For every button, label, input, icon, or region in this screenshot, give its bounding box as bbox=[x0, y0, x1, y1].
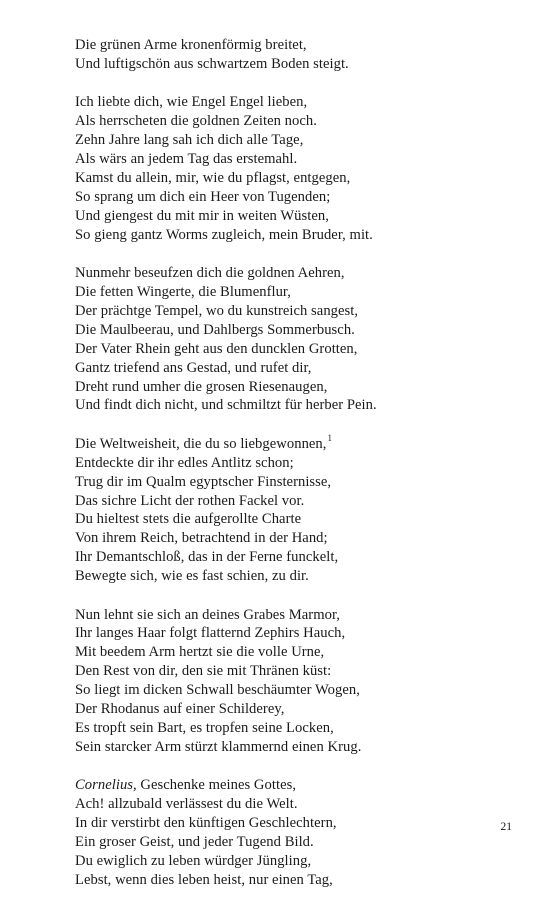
verse-line: Ihr Demantschloß, das in der Ferne funckelt, bbox=[75, 549, 339, 566]
verse-line: Der prächtge Tempel, wo du kunstreich sangest, bbox=[75, 302, 359, 319]
verse-line: Und giengest du mit mir in weiten Wüsten, bbox=[75, 207, 329, 224]
verse-line: Dreht rund umher die grosen Riesenaugen, bbox=[75, 378, 328, 395]
verse-line: Nunmehr beseufzen dich die goldnen Aehren, bbox=[75, 265, 345, 282]
stanza bbox=[75, 432, 515, 586]
verse-line: Ach! allzubald verlässest du die Welt. bbox=[75, 796, 298, 813]
verse-line: Und luftigschön aus schwartzem Boden steigt. bbox=[75, 55, 349, 72]
verse-line: Ihr langes Haar folgt flatternd Zephirs Hauch, bbox=[75, 625, 346, 642]
verse-line: Die Maulbeerau, und Dahlbergs Sommerbusch. bbox=[75, 321, 355, 338]
verse-line: Trug dir im Qualm egyptscher Finsternisse, bbox=[75, 473, 332, 490]
poem-text bbox=[75, 36, 515, 909]
stanza bbox=[75, 776, 515, 889]
verse-line: Als herrscheten die goldnen Zeiten noch. bbox=[75, 113, 317, 130]
verse-line: Das sichre Licht der rothen Fackel vor. bbox=[75, 492, 305, 509]
footnote-marker[interactable]: 1 bbox=[327, 432, 333, 443]
verse-line: Nun lehnt sie sich an deines Grabes Marmor, bbox=[75, 606, 340, 623]
verse-line: Von ihrem Reich, betrachtend in der Hand; bbox=[75, 530, 328, 547]
verse-line: Zehn Jahre lang sah ich dich alle Tage, bbox=[75, 132, 304, 149]
verse-line: Als wärs an jedem Tag das erstemahl. bbox=[75, 151, 298, 168]
stanza bbox=[75, 36, 515, 74]
verse-line: Mit beedem Arm hertzt sie die volle Urne, bbox=[75, 644, 325, 661]
verse-line: So gieng gantz Worms zugleich, mein Bruder, mit. bbox=[75, 226, 373, 243]
verse-line: Bewegte sich, wie es fast schien, zu dir. bbox=[75, 568, 309, 585]
verse-line: Gantz triefend ans Gestad, und rufet dir, bbox=[75, 359, 312, 376]
verse-line bbox=[75, 776, 515, 795]
verse-line-text: Die Weltweisheit, die du so liebgewonnen, bbox=[75, 435, 327, 452]
verse-line: Sein starcker Arm stürzt klammernd einen Krug. bbox=[75, 738, 362, 755]
verse-line: So liegt im dicken Schwall beschäumter Wogen, bbox=[75, 682, 360, 699]
stanza bbox=[75, 93, 515, 244]
verse-line: Du ewiglich zu leben würdger Jüngling, bbox=[75, 852, 312, 869]
page-number: 21 bbox=[500, 821, 512, 833]
verse-line: Es tropft sein Bart, es tropfen seine Locken, bbox=[75, 720, 334, 736]
verse-line-text: Geschenke meines Gottes, bbox=[136, 777, 297, 794]
verse-line: Die fetten Wingerte, die Blumenflur, bbox=[75, 283, 291, 300]
verse-line: Den Rest von dir, den sie mit Thränen küst: bbox=[75, 663, 332, 680]
verse-line bbox=[75, 432, 515, 454]
verse-line: In dir verstirbt den künftigen Geschlechtern, bbox=[75, 815, 337, 832]
name-italic: Cornelius, bbox=[75, 777, 137, 794]
verse-line: Ich liebte dich, wie Engel Engel lieben, bbox=[75, 94, 308, 111]
verse-line: So sprang um dich ein Heer von Tugenden; bbox=[75, 188, 331, 205]
verse-line: Der Rhodanus auf einer Schilderey, bbox=[75, 701, 285, 718]
verse-line: Der Vater Rhein geht aus den duncklen Grotten, bbox=[75, 340, 358, 357]
stanza bbox=[75, 606, 515, 757]
verse-line: Und findt dich nicht, und schmiltzt für herber Pein. bbox=[75, 397, 377, 414]
verse-line: Du hieltest stets die aufgerollte Charte bbox=[75, 511, 302, 528]
verse-line: Ein groser Geist, und jeder Tugend Bild. bbox=[75, 834, 314, 851]
verse-line: Kamst du allein, mir, wie du pflagst, entgegen, bbox=[75, 169, 351, 186]
verse-line: Entdeckte dir ihr edles Antlitz schon; bbox=[75, 454, 294, 471]
verse-line: Lebst, wenn dies leben heist, nur einen Tag, bbox=[75, 871, 333, 888]
verse-line: Die grünen Arme kronenförmig breitet, bbox=[75, 37, 307, 53]
stanza bbox=[75, 264, 515, 415]
